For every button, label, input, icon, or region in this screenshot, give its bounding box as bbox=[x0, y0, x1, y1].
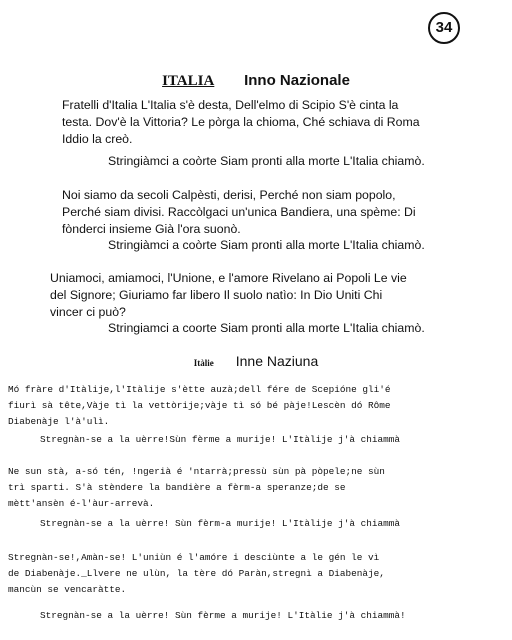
text-line: Stregnàn-se!,Amàn-se! L'uniùn é l'amóre i desciùnte a le gén le vì bbox=[8, 552, 380, 563]
text-line: del Signore; Giuriamo far libero Il suolo natìo: In Dio Uniti Chi bbox=[50, 288, 383, 302]
page-title bbox=[0, 72, 512, 90]
dialect-title bbox=[0, 353, 512, 371]
dialect-refrain-1: Stregnàn-se a la uèrre!Sùn fèrme a murije! L'Itàlije j'à chiammà bbox=[40, 434, 401, 445]
dialect-stanza-1 bbox=[8, 382, 504, 430]
text-line: Iddio la creò. bbox=[62, 132, 133, 146]
text-line: Uniamoci, amiamoci, l'Unione, e l'amore Rivelano ai Popoli Le vie bbox=[50, 271, 407, 285]
text-line: Mó fràre d'Itàlije,l'Itàlije s'ètte auzà;dell fére de Scepióne gli'é bbox=[8, 384, 391, 395]
italian-stanza-1 bbox=[50, 97, 460, 148]
text-line: Perché siam divisi. Raccòlgaci un'unica Bandiera, una spème: Di bbox=[62, 205, 416, 219]
dialect-title-big: Inne Naziuna bbox=[235, 353, 319, 369]
italian-stanza-2 bbox=[50, 187, 460, 238]
dialect-stanza-3 bbox=[8, 550, 504, 598]
text-line: mètt'ansèn é-l'àur-arrevà. bbox=[8, 498, 155, 509]
italian-refrain-1: Stringiàmci a coòrte Siam pronti alla morte L'Italia chiamò. bbox=[108, 154, 425, 168]
text-line: fiurì sà tête,Vàje tì la vettòrije;vàje tì só bé pàje!Lescèn dó Rôme bbox=[8, 400, 391, 411]
text-line: Ne sun stà, a-só tén, !ngerià é 'ntarrà;pressù sùn pà pòpele;ne sùn bbox=[8, 466, 385, 477]
text-line: de Diabenàje._Llvere ne ulùn, la tère dó Paràn,stregnì a Diabenàje, bbox=[8, 568, 385, 579]
text-line: Diabenàje l'à'ulì. bbox=[8, 416, 110, 427]
text-line: mancùn se vencaràtte. bbox=[8, 584, 127, 595]
text-line: fònderci insieme Già l'ora suonò. bbox=[62, 222, 241, 236]
text-line: vincer ci può? bbox=[50, 305, 126, 319]
text-line: Fratelli d'Italia L'Italia s'è desta, Dell'elmo di Scipio S'è cinta la bbox=[62, 98, 399, 112]
dialect-stanza-2 bbox=[8, 464, 504, 512]
page-number: 34 bbox=[428, 12, 460, 44]
text-line: testa. Dov'è la Vittoria? Le pòrga la chioma, Ché schiava di Roma bbox=[62, 115, 420, 129]
title-country: ITALIA bbox=[162, 73, 215, 89]
text-line: Noi siamo da secoli Calpèsti, derisi, Perché non siam popolo, bbox=[62, 188, 396, 202]
italian-refrain-2: Stringiàmci a coòrte Siam pronti alla morte L'Italia chiamò. bbox=[108, 238, 425, 252]
dialect-refrain-2: Stregnàn-se a la uèrre! Sùn fèrm-a murije! L'Itàlije j'à chiammà bbox=[40, 518, 401, 529]
dialect-refrain-3: Stregnàn-se a la uèrre! Sùn fèrme a murije! L'Itàlie j'à chiammà! bbox=[40, 610, 406, 621]
italian-stanza-3 bbox=[50, 270, 460, 321]
text-line: trì sparti. S'à stèndere la bandière a fèrm-a speranze;de se bbox=[8, 482, 346, 493]
title-anthem: Inno Nazionale bbox=[244, 72, 350, 89]
italian-refrain-3: Stringiamci a coorte Siam pronti alla morte L'Italia chiamò. bbox=[108, 321, 425, 335]
dialect-title-small: Itàlie bbox=[193, 358, 214, 368]
